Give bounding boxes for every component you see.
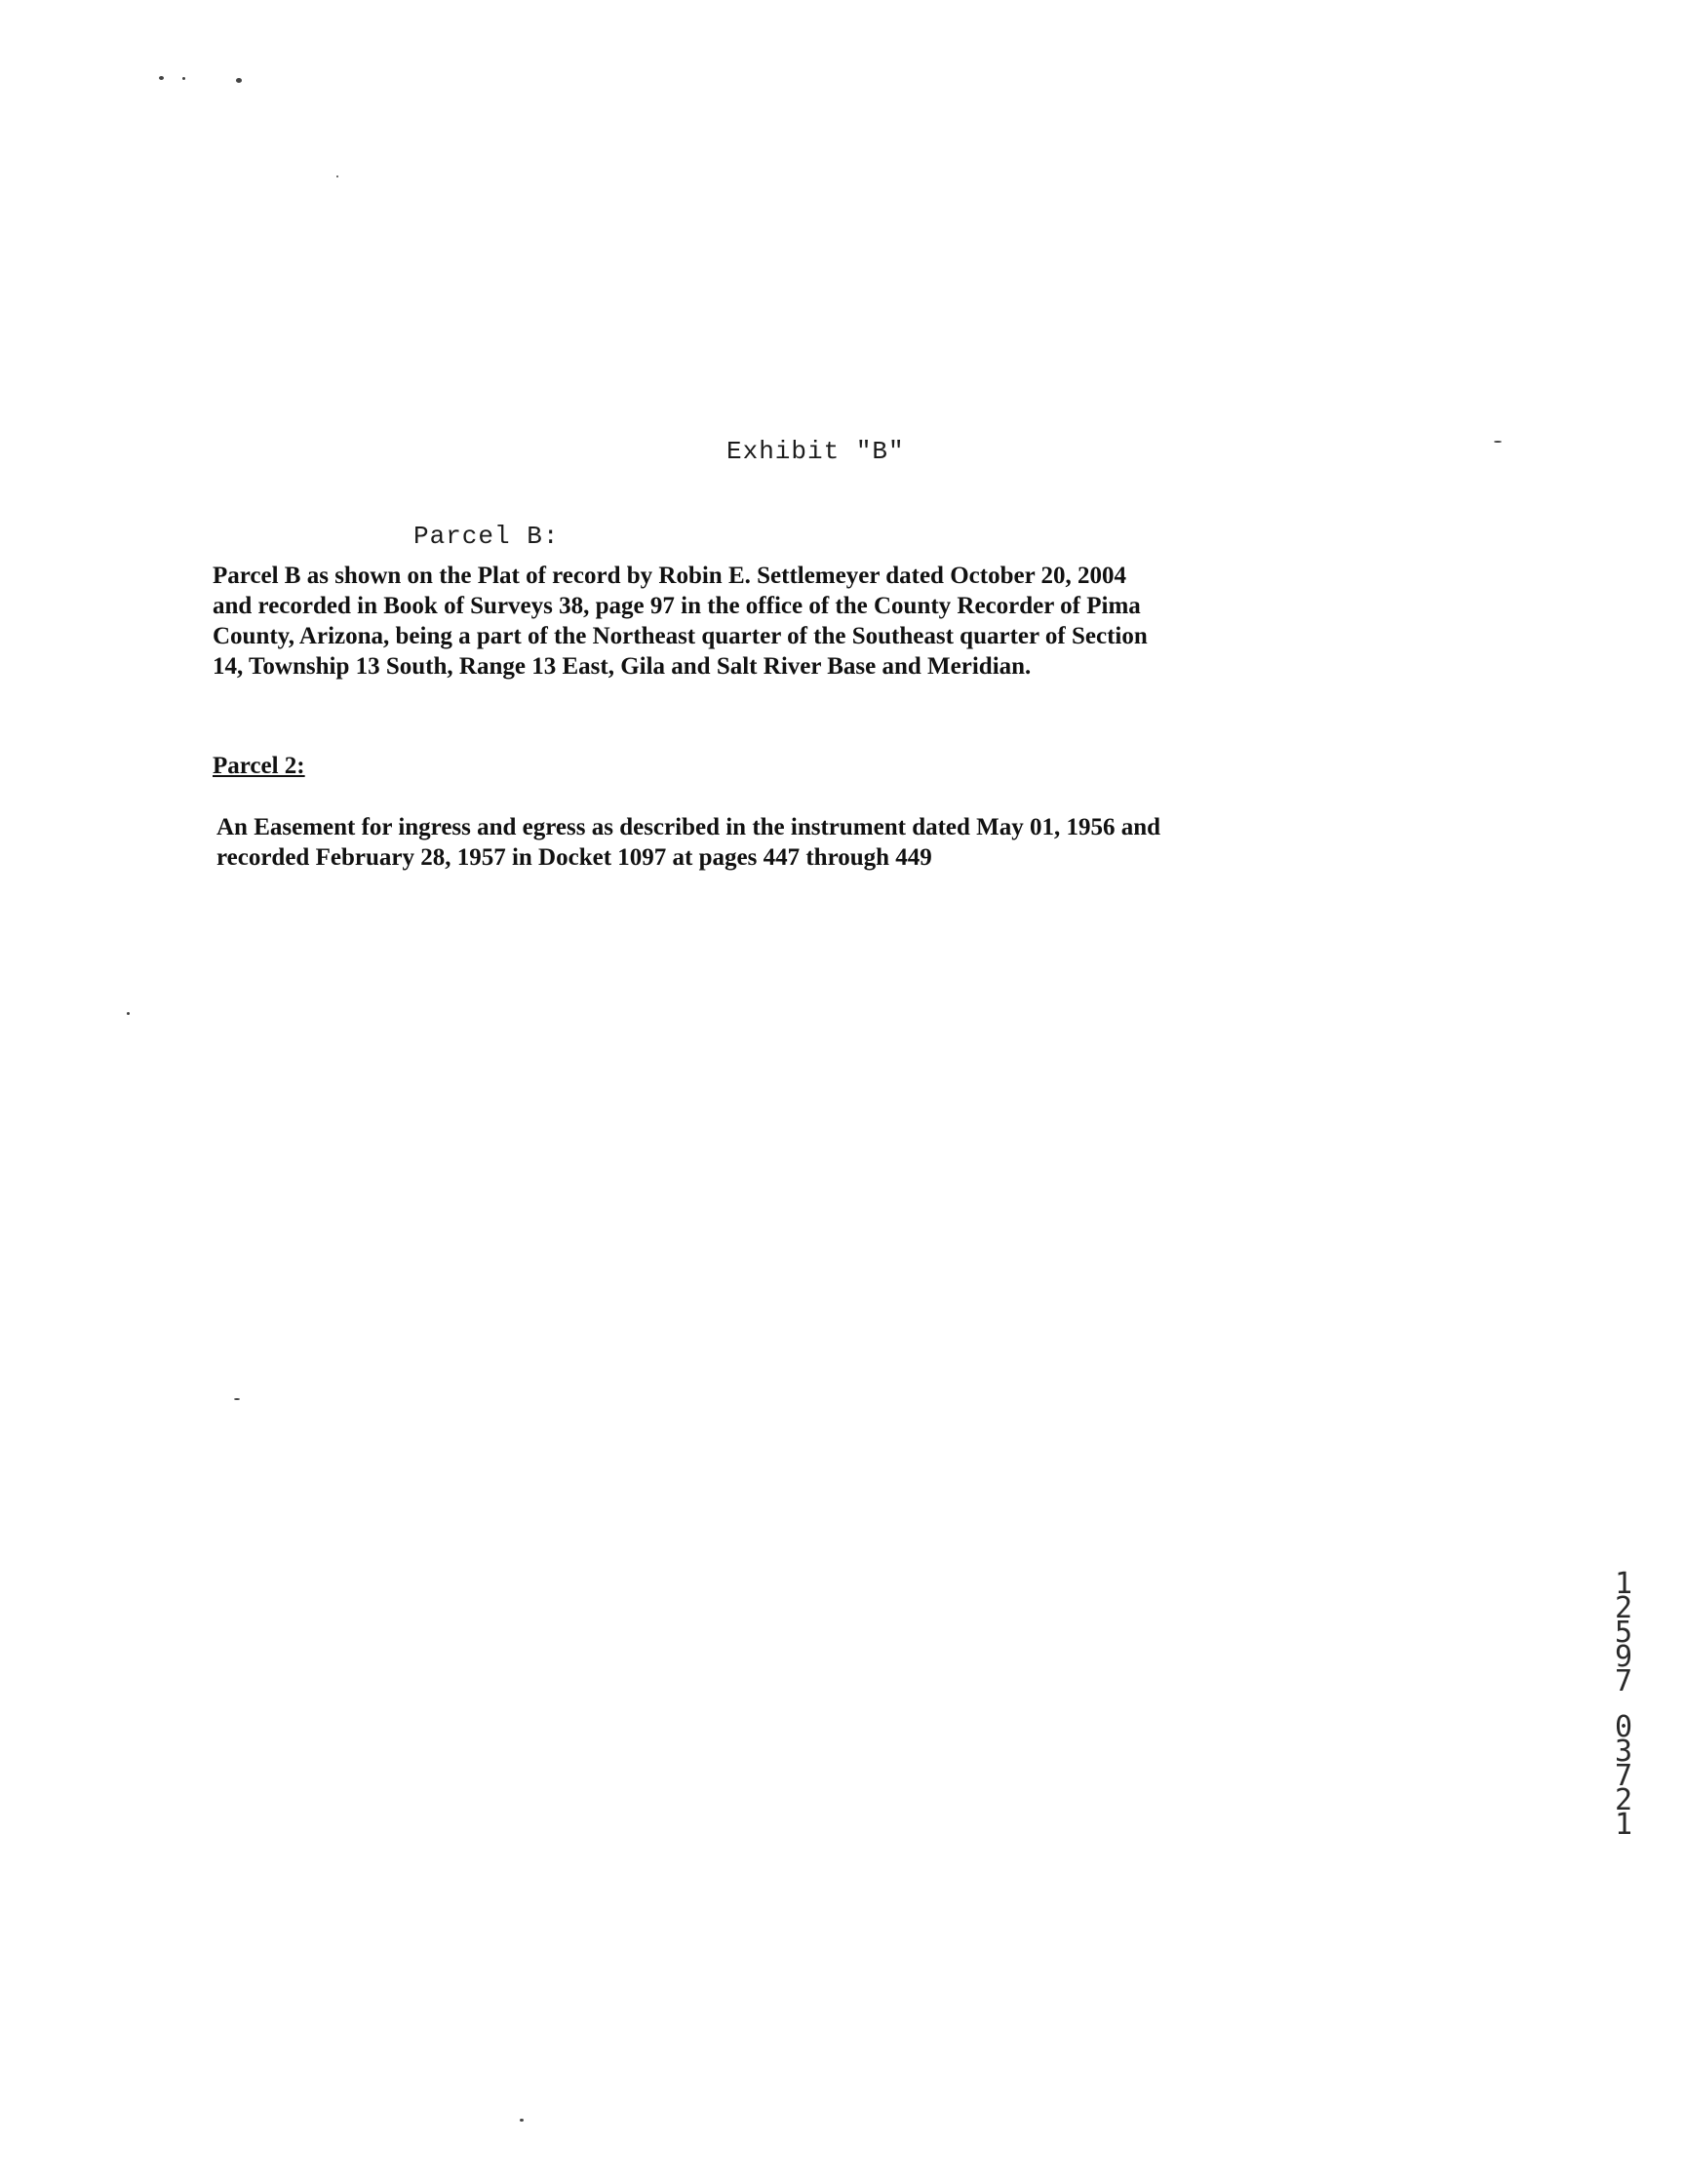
stamp-digit: 2 bbox=[1614, 1591, 1633, 1625]
paragraph-line: 14, Township 13 South, Range 13 East, Gila and Salt River Base and Meridian. bbox=[213, 653, 1032, 680]
scan-speck bbox=[127, 1012, 130, 1015]
scan-speck bbox=[520, 2119, 524, 2122]
stamp-digit: 5 bbox=[1614, 1616, 1633, 1650]
stamp-digit: 1 bbox=[1614, 1808, 1633, 1842]
scan-speck bbox=[236, 78, 242, 83]
stamp-digit: 9 bbox=[1614, 1640, 1633, 1674]
stamp-digit: 2 bbox=[1614, 1783, 1633, 1817]
scan-speck bbox=[1494, 441, 1502, 443]
paragraph-line: County, Arizona, being a part of the Northeast quarter of the Southeast quarter of Section bbox=[213, 623, 1148, 649]
stamp-digit: 7 bbox=[1614, 1759, 1633, 1793]
scan-speck bbox=[159, 76, 164, 80]
stamp-digit: 1 bbox=[1614, 1567, 1633, 1601]
stamp-digit: 3 bbox=[1614, 1735, 1633, 1769]
stamp-digit: 0 bbox=[1614, 1710, 1633, 1744]
parcel-b-heading: Parcel B: bbox=[413, 522, 560, 551]
paragraph-line: Parcel B as shown on the Plat of record by Robin E. Settlemeyer dated October 20, 2004 bbox=[213, 563, 1126, 589]
scan-speck bbox=[182, 77, 185, 80]
parcel-b-description bbox=[213, 561, 1295, 682]
easement-description bbox=[216, 812, 1299, 873]
scan-speck bbox=[336, 176, 338, 177]
paragraph-line: recorded February 28, 1957 in Docket 1097 at pages 447 through 449 bbox=[216, 844, 932, 871]
exhibit-title: Exhibit "B" bbox=[726, 437, 905, 466]
paragraph-line: and recorded in Book of Surveys 38, page 97 in the office of the County Recorder of Pima bbox=[213, 593, 1141, 619]
parcel-2-heading: Parcel 2: bbox=[213, 753, 305, 779]
scan-speck bbox=[234, 1398, 240, 1400]
paragraph-line: An Easement for ingress and egress as described in the instrument dated May 01, 1956 and bbox=[216, 814, 1161, 840]
recording-number-stamp bbox=[1609, 1567, 1638, 1842]
stamp-digit: 7 bbox=[1614, 1664, 1633, 1698]
